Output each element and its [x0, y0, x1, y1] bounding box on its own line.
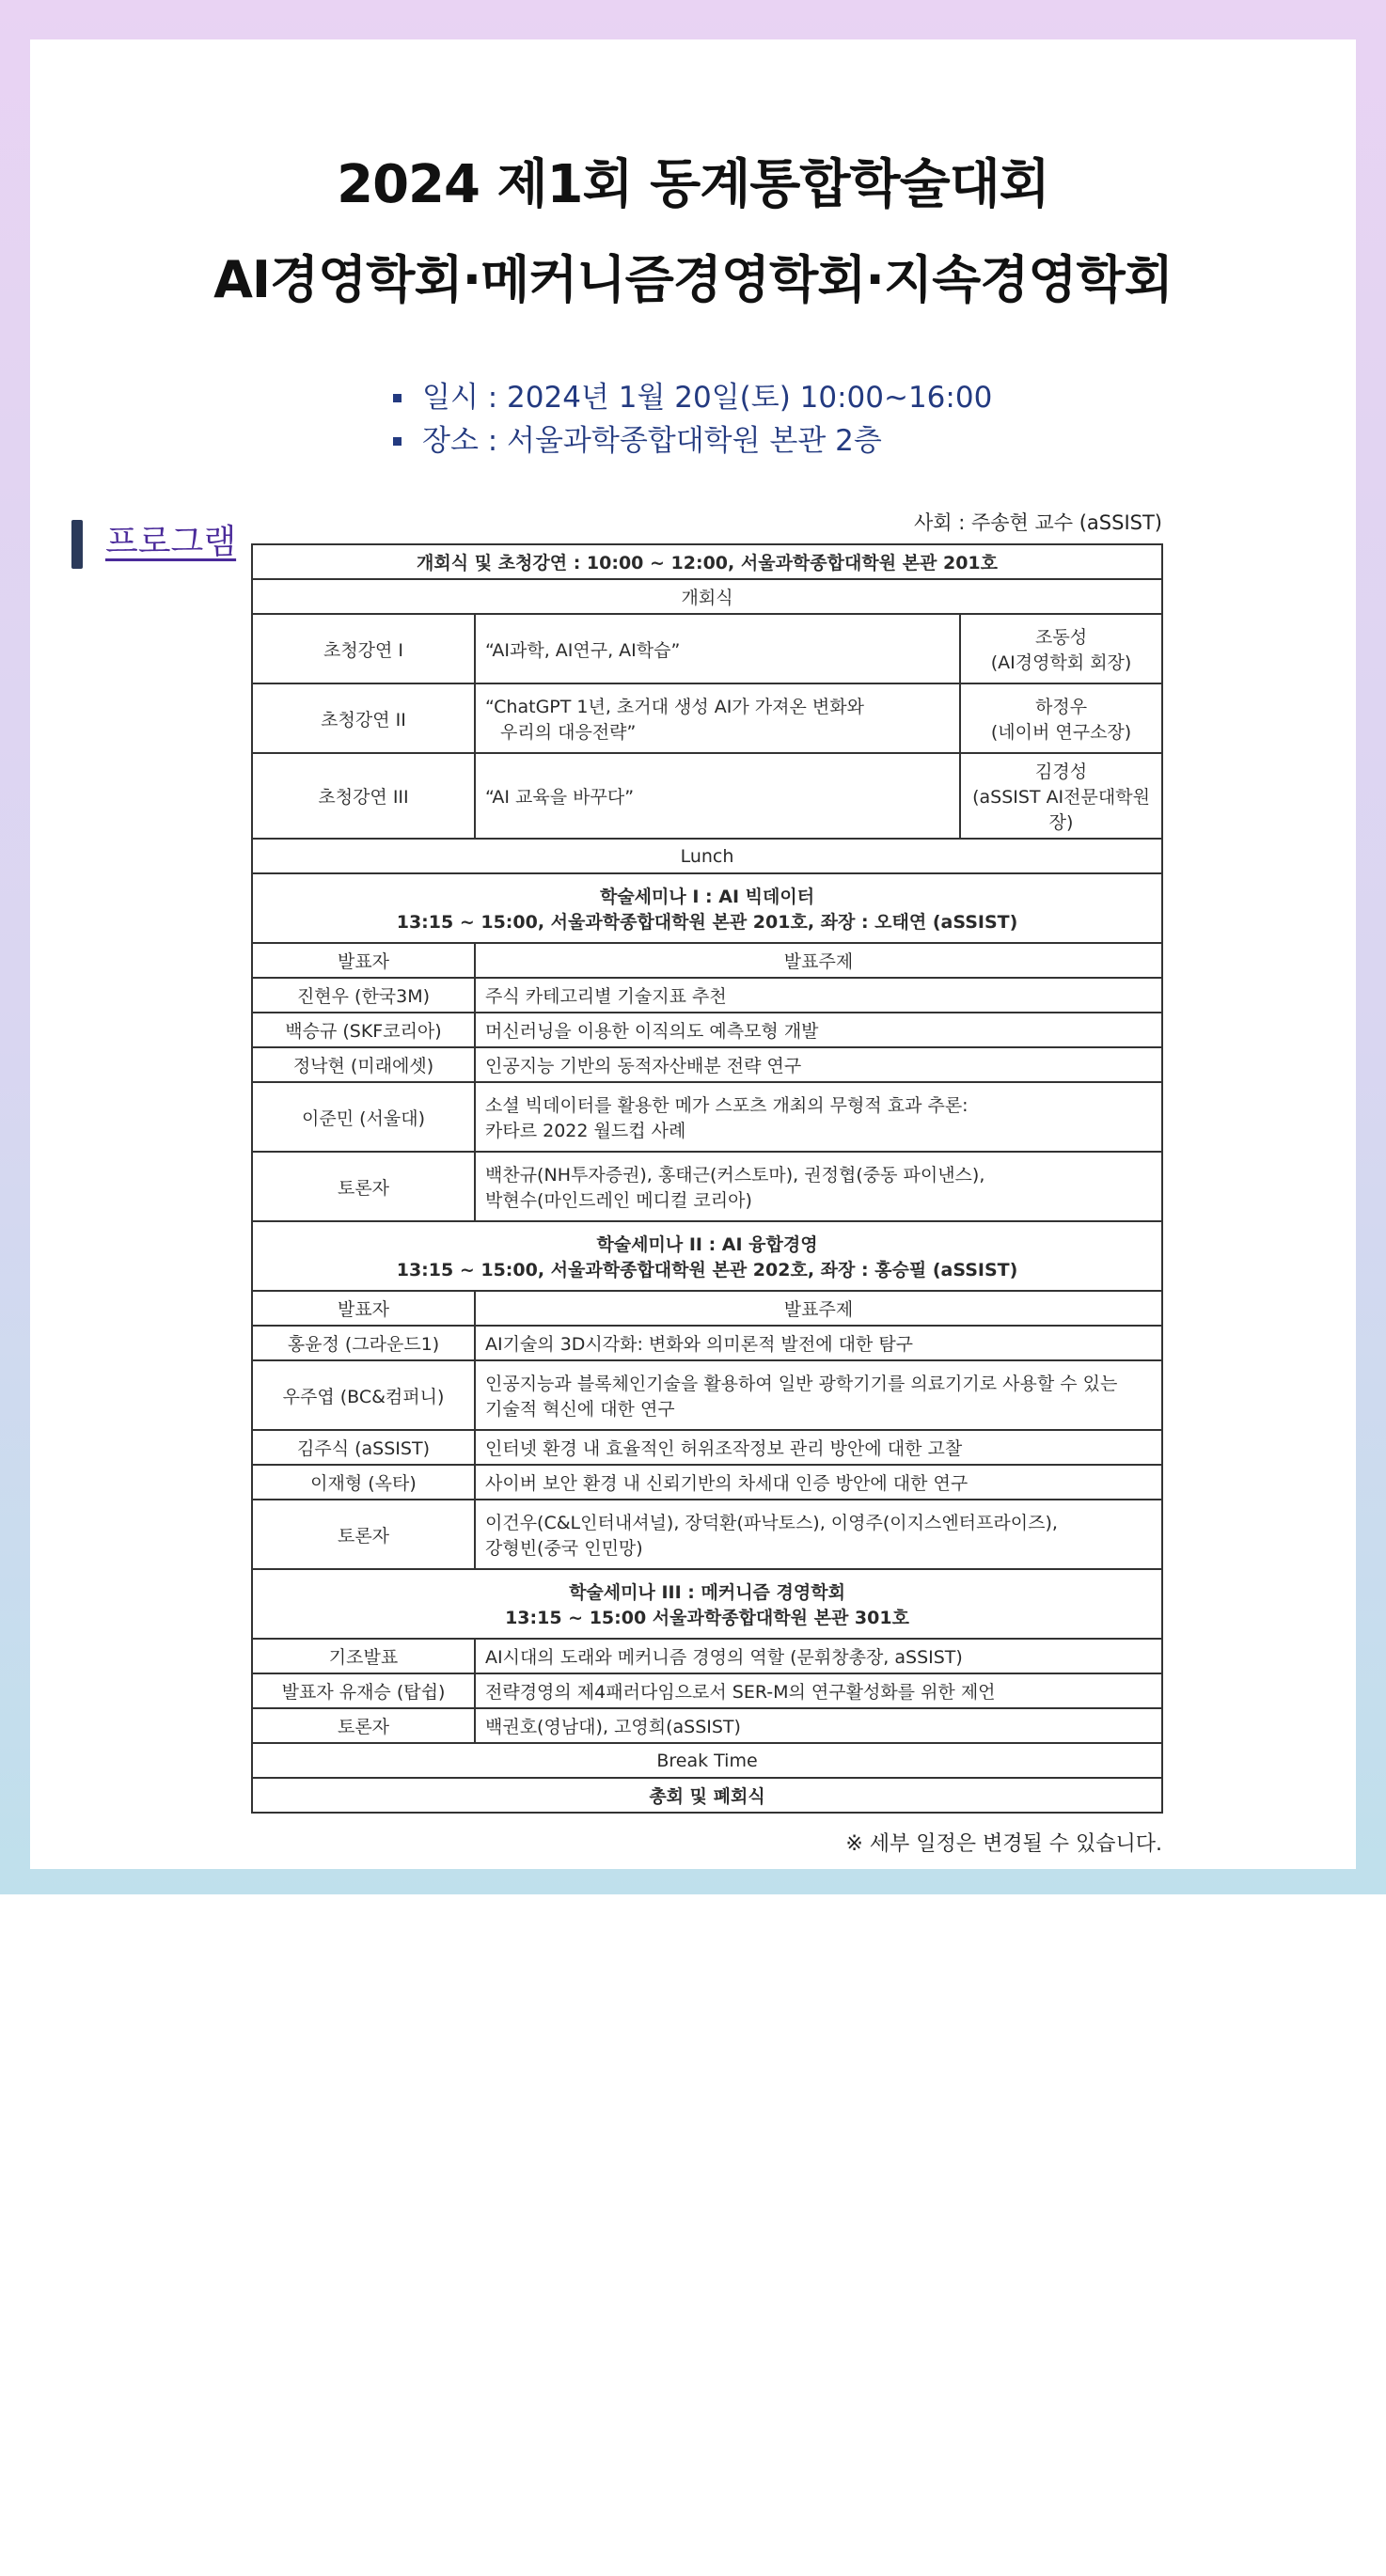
- talk-topic: [475, 683, 960, 753]
- topic-line: 인공지능과 블록체인기술을 활용하여 일반 광학기기를 의료기기로 사용할 수 있는: [485, 1374, 1118, 1394]
- topic-line: 박현수(마인드레인 메디컬 코리아): [485, 1190, 752, 1211]
- topic-line: 소셜 빅데이터를 활용한 메가 스포츠 개최의 무형적 효과 추론:: [485, 1095, 969, 1116]
- speaker-affil: (네이버 연구소장): [990, 722, 1132, 743]
- table-row: [252, 978, 1162, 1013]
- seminar3-header: [252, 1569, 1162, 1639]
- table-row: [252, 1013, 1162, 1047]
- presenter: 정낙현 (미래에셋): [252, 1047, 475, 1082]
- topic-line: “ChatGPT 1년, 초거대 생성 AI가 가져온 변화와: [485, 697, 864, 717]
- event-date: 일시 : 2024년 1월 20일(토) 10:00~16:00: [422, 381, 993, 415]
- presenter: 홍윤정 (그라운드1): [252, 1326, 475, 1360]
- seminar-title: 학술세미나 I : AI 빅데이터: [599, 887, 815, 907]
- footnote: ※ 세부 일정은 변경될 수 있습니다.: [845, 1832, 1162, 1856]
- topic-line: 강형빈(중국 인민망): [485, 1538, 643, 1559]
- topic-line: 이건우(C&L인터내셔널), 장덕환(파낙토스), 이영주(이지스엔터프라이즈),: [485, 1513, 1058, 1533]
- event-venue: 장소 : 서울과학종합대학원 본관 2층: [422, 424, 882, 458]
- topic-line: 기술적 혁신에 대한 연구: [485, 1399, 675, 1420]
- event-info: [393, 376, 992, 463]
- topic: 사이버 보안 환경 내 신뢰기반의 차세대 인증 방안에 대한 연구: [475, 1465, 1162, 1500]
- table-row: [252, 1500, 1162, 1569]
- table-row: [252, 1465, 1162, 1500]
- seminar-subtitle: 13:15 ~ 15:00, 서울과학종합대학원 본관 202호, 좌장 : 홍승필 (aSSIST): [396, 1260, 1018, 1280]
- topic: AI시대의 도래와 메커니즘 경영의 역할 (문휘창총장, aSSIST): [475, 1639, 1162, 1673]
- col-topic: 발표주제: [475, 1291, 1162, 1326]
- table-row: [252, 1673, 1162, 1708]
- col-presenter: 발표자: [252, 1291, 475, 1326]
- topic: [475, 1360, 1162, 1430]
- seminar-title: 학술세미나 II : AI 융합경영: [596, 1234, 818, 1255]
- col-presenter: 발표자: [252, 943, 475, 978]
- square-bullet-icon: [393, 394, 402, 402]
- lunch-row: Lunch: [252, 839, 1162, 873]
- table-row: [252, 1082, 1162, 1152]
- topic-line: 백찬규(NH투자증권), 홍태근(커스토마), 권정협(중동 파이낸스),: [485, 1165, 985, 1186]
- presenter: 이재형 (옥타): [252, 1465, 475, 1500]
- table-row: [252, 1708, 1162, 1743]
- presenter: 기조발표: [252, 1639, 475, 1673]
- table-row: [252, 1430, 1162, 1465]
- topic: 백권호(영남대), 고영희(aSSIST): [475, 1708, 1162, 1743]
- topic: [475, 1500, 1162, 1569]
- talk-speaker: [960, 614, 1162, 683]
- table-row: [252, 1047, 1162, 1082]
- topic: [475, 1082, 1162, 1152]
- seminar1-header: [252, 873, 1162, 943]
- topic: 주식 카테고리별 기술지표 추천: [475, 978, 1162, 1013]
- moderator: 사회 : 주송현 교수 (aSSIST): [913, 511, 1162, 534]
- presenter: 토론자: [252, 1708, 475, 1743]
- col-topic: 발표주제: [475, 943, 1162, 978]
- table-row: [252, 1639, 1162, 1673]
- talk-label: 초청강연 III: [252, 753, 475, 839]
- speaker-name: 김경성: [1034, 762, 1088, 782]
- talk-topic: “AI과학, AI연구, AI학습”: [475, 614, 960, 683]
- presenter: 토론자: [252, 1500, 475, 1569]
- closing-row: 총회 및 폐회식: [252, 1778, 1162, 1813]
- program-table: [251, 543, 1163, 1814]
- table-row: [252, 1360, 1162, 1430]
- table-row: [252, 1326, 1162, 1360]
- topic-line: 카타르 2022 월드컵 사례: [485, 1121, 686, 1141]
- program-heading: 프로그램: [105, 523, 237, 561]
- table-header-row: [252, 1291, 1162, 1326]
- talk-speaker: [960, 683, 1162, 753]
- talk-speaker: [960, 753, 1162, 839]
- table-row: [252, 614, 1162, 683]
- presenter: 발표자 유재승 (탑쉽): [252, 1673, 475, 1708]
- table-row: [252, 1152, 1162, 1221]
- seminar-subtitle: 13:15 ~ 15:00 서울과학종합대학원 본관 301호: [505, 1608, 909, 1628]
- opening-ceremony: 개회식: [252, 579, 1162, 614]
- topic: 인공지능 기반의 동적자산배분 전략 연구: [475, 1047, 1162, 1082]
- speaker-name: 하정우: [1034, 697, 1088, 717]
- square-bullet-icon: [393, 437, 402, 446]
- table-row: [252, 753, 1162, 839]
- speaker-name: 조동성: [1034, 627, 1088, 648]
- section-marker-icon: [71, 520, 83, 569]
- topic: 인터넷 환경 내 효율적인 허위조작정보 관리 방안에 대한 고찰: [475, 1430, 1162, 1465]
- table-row: [252, 683, 1162, 753]
- seminar-title: 학술세미나 III : 메커니즘 경영학회: [569, 1582, 845, 1603]
- seminar2-header: [252, 1221, 1162, 1291]
- presenter: 백승규 (SKF코리아): [252, 1013, 475, 1047]
- opening-header: 개회식 및 초청강연 : 10:00 ~ 12:00, 서울과학종합대학원 본관 201호: [252, 544, 1162, 579]
- topic-line: 우리의 대응전략”: [500, 722, 637, 743]
- talk-topic: “AI 교육을 바꾸다”: [475, 753, 960, 839]
- page-subtitle: AI경영학회·메커니즘경영학회·지속경영학회: [213, 250, 1173, 309]
- presenter: 우주엽 (BC&컴퍼니): [252, 1360, 475, 1430]
- presenter: 이준민 (서울대): [252, 1082, 475, 1152]
- seminar-subtitle: 13:15 ~ 15:00, 서울과학종합대학원 본관 201호, 좌장 : 오태연 (aSSIST): [396, 912, 1018, 933]
- speaker-affil: (aSSIST AI전문대학원장): [972, 787, 1150, 833]
- break-row: Break Time: [252, 1743, 1162, 1778]
- table-header-row: [252, 943, 1162, 978]
- presenter: 토론자: [252, 1152, 475, 1221]
- topic: AI기술의 3D시각화: 변화와 의미론적 발전에 대한 탐구: [475, 1326, 1162, 1360]
- talk-label: 초청강연 I: [252, 614, 475, 683]
- page-title: 2024 제1회 동계통합학술대회: [337, 154, 1049, 215]
- topic: 전략경영의 제4패러다임으로서 SER-M의 연구활성화를 위한 제언: [475, 1673, 1162, 1708]
- topic: [475, 1152, 1162, 1221]
- topic: 머신러닝을 이용한 이직의도 예측모형 개발: [475, 1013, 1162, 1047]
- presenter: 김주식 (aSSIST): [252, 1430, 475, 1465]
- speaker-affil: (AI경영학회 회장): [990, 652, 1132, 673]
- presenter: 진현우 (한국3M): [252, 978, 475, 1013]
- talk-label: 초청강연 II: [252, 683, 475, 753]
